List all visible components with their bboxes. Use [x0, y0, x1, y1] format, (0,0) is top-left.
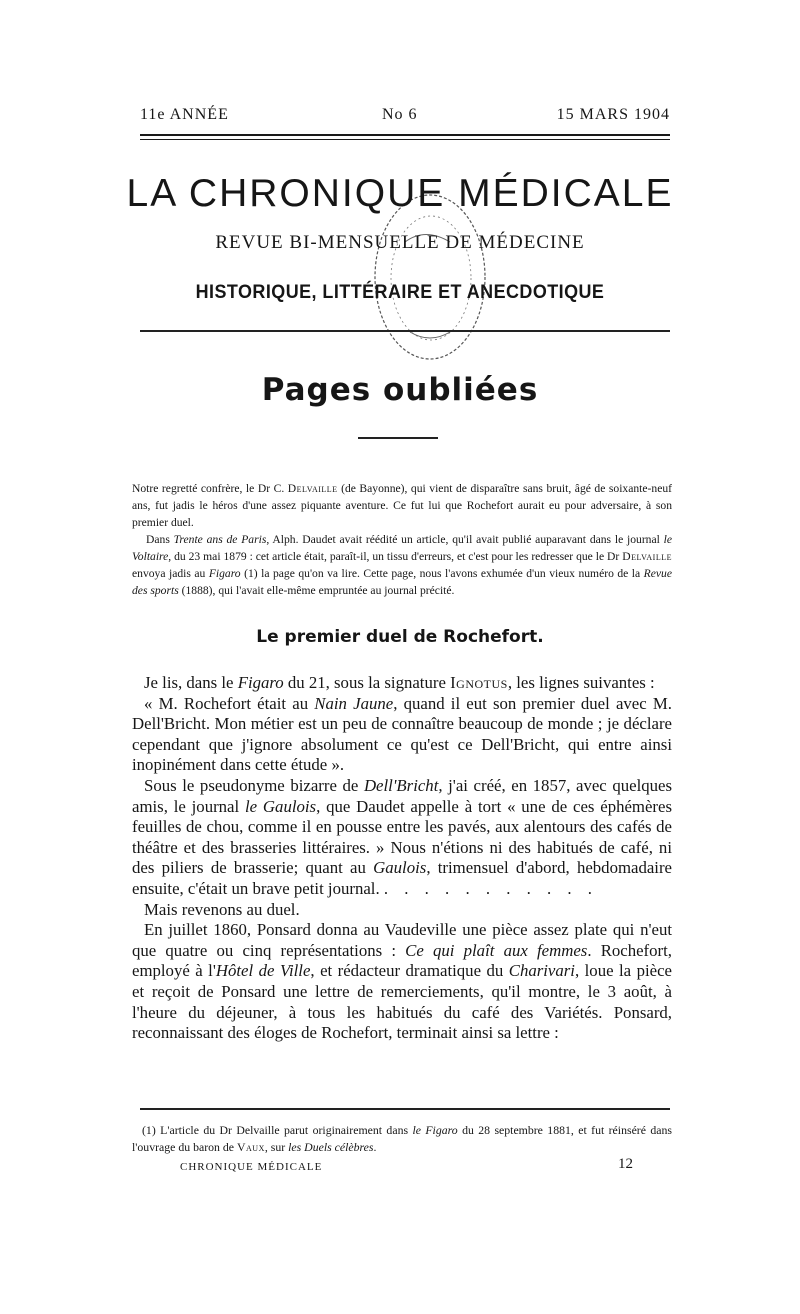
section-title: Pages oubliées: [261, 372, 539, 408]
running-footer: CHRONIQUE MÉDICALE: [180, 1161, 323, 1173]
footnote-rule: [140, 1108, 670, 1110]
page-number: 12: [618, 1156, 633, 1172]
article-title: Le premier duel de Rochefort.: [256, 627, 544, 647]
intro-paragraph: Dans Trente ans de Paris, Alph. Daudet avait réédité un article, qu'il avait publié auparavant dans le journal le Voltaire, du 23 mai 1879 : cet article était, paraît-il, un tissu d'erreurs, et c'est pour les redresser que le Dr Delvaille envoya jadis au Figaro (1) la page qu'on va lire. Cette page, nous l'avons exhumée d'un vieux numéro de la Revue des sports (1888), qui l'avait elle-même empruntée au journal précité.: [132, 533, 672, 597]
masthead-rule: [140, 330, 670, 332]
intro-note: [132, 480, 672, 599]
body-paragraph: Je lis, dans le Figaro du 21, sous la signature Ignotus, les lignes suivantes :: [144, 673, 655, 692]
issue-number: No 6: [382, 106, 418, 123]
journal-subtitle-1: REVUE BI-MENSUELLE DE MÉDECINE: [215, 232, 585, 253]
header-rule-thin: [140, 139, 670, 140]
issue-date: 15 MARS 1904: [556, 106, 670, 123]
journal-subtitle-2: HISTORIQUE, LITTÉRAIRE ET ANECDOTIQUE: [195, 281, 605, 303]
footnote: (1) L'article du Dr Delvaille parut originairement dans le Figaro du 28 septembre 1881, et fut réinséré dans l'ouvrage du baron de Vaux, sur les Duels célèbres.: [132, 1123, 672, 1154]
body-paragraph: En juillet 1860, Ponsard donna au Vaudeville une pièce assez plate qui n'eut que quatre ou cinq représentations : Ce qui plaît aux femmes. Rochefort, employé à l'Hôtel de Ville, et rédacteur dramatique du Charivari, loue la pièce et reçoit de Ponsard une lettre de remerciements, qu'il montre, le 3 août, à l'heure du déjeuner, à tous les habitués du café des Variétés. Ponsard, reconnaissant des éloges de Rochefort, terminait ainsi sa lettre :: [132, 920, 672, 1043]
body-paragraph: « M. Rochefort était au Nain Jaune, quand il eut son premier duel avec M. Dell'Bricht. Mon métier est un peu de connaître beaucoup de monde ; je déclare cependant que j'ignore absolument ce qu'est ce Dell'Bricht, qui entre ainsi inopinément dans cette étude ».: [132, 693, 672, 775]
body-paragraph: Sous le pseudonyme bizarre de Dell'Bricht, j'ai créé, en 1857, avec quelques amis, le journal le Gaulois, que Daudet appelle à tort « une de ces éphémères feuilles de chou, comme il en pousse entre les pavés, aux alentours des cafés de théâtre et des brasseries littéraires. » Nous n'étions ni des habitués de café, ni des piliers de brasserie; quant au Gaulois, trimensuel d'abord, hebdomadaire ensuite, c'était un brave petit journal. . . . . . . . . . . .: [132, 775, 672, 898]
intro-paragraph: Notre regretté confrère, le Dr C. Delvaille (de Bayonne), qui vient de disparaître sans bruit, âgé de soixante-neuf ans, fut jadis le héros d'une assez piquante aventure. Ce fut lui que Rochefort aurait eu pour adversaire, à son premier duel.: [132, 482, 672, 529]
section-divider: [358, 437, 438, 439]
journal-title: LA CHRONIQUE MÉDICALE: [126, 172, 674, 215]
issue-header: [140, 106, 670, 130]
issue-year: 11e ANNÉE: [140, 106, 229, 123]
header-rule: [140, 134, 670, 136]
body-paragraph: Mais revenons au duel.: [144, 899, 300, 919]
article-body: [132, 673, 672, 1044]
